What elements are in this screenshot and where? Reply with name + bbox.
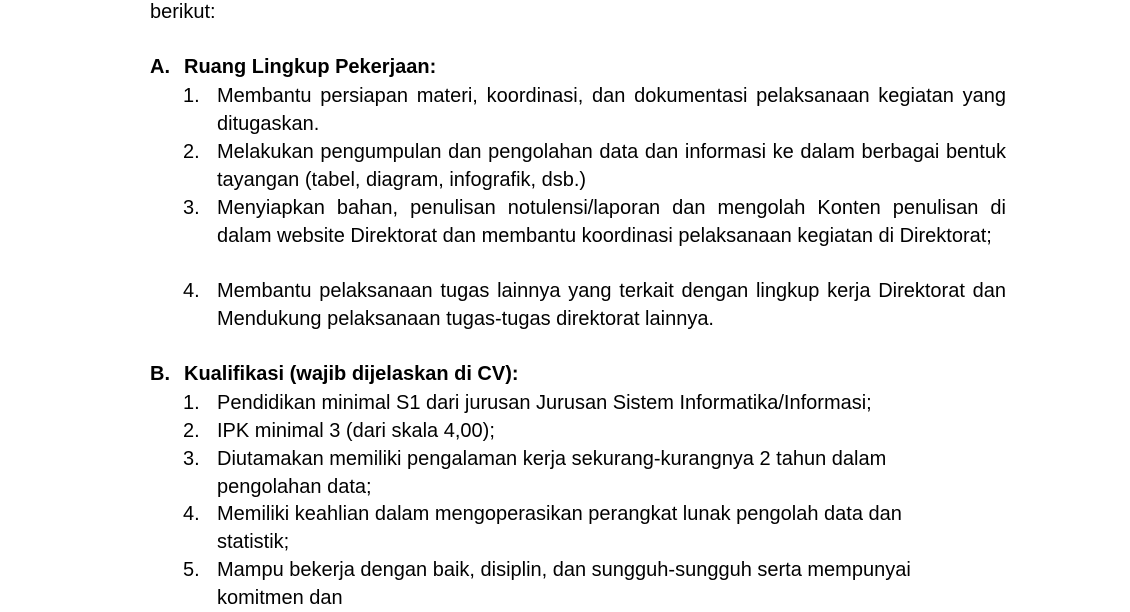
list-item-text: Mampu bekerja dengan baik, disiplin, dan sungguh-sungguh serta mempunyai komitmen dan [217, 559, 911, 609]
list-item-text: Diutamakan memiliki pengalaman kerja sekurang-kurangnya 2 tahun dalam pengolahan data; [217, 448, 887, 498]
list-item-number: 2. [183, 141, 200, 163]
list-item-text: Menyiapkan bahan, penulisan notulensi/laporan dan mengolah Konten penulisan di dalam website Direktorat dan membantu koordinasi pelaksanaan kegiatan di Direktorat; [217, 197, 1006, 247]
list-item-number: 4. [183, 280, 200, 302]
list-item [183, 500, 943, 556]
list-item [183, 138, 1006, 194]
list-item-text: Memiliki keahlian dalam mengoperasikan perangkat lunak pengolah data dan statistik; [217, 503, 902, 553]
intro-text: berikut: [150, 1, 216, 23]
list-item-number: 2. [183, 420, 200, 442]
section-b-title: Kualifikasi (wajib dijelaskan di CV): [184, 363, 519, 385]
list-item-text: Melakukan pengumpulan dan pengolahan data dan informasi ke dalam berbagai bentuk tayangan (tabel, diagram, infografik, dsb.) [217, 141, 1006, 191]
section-b-letter: B. [150, 363, 170, 385]
list-item-number: 1. [183, 392, 200, 414]
list-item-text: IPK minimal 3 (dari skala 4,00); [217, 420, 495, 442]
list-item-number: 4. [183, 503, 200, 525]
list-item-text: Membantu pelaksanaan tugas lainnya yang terkait dengan lingkup kerja Direktorat dan Mendukung pelaksanaan tugas-tugas direktorat lainnya. [217, 280, 1006, 330]
list-item [183, 417, 1006, 445]
section-b-heading [150, 360, 519, 388]
list-item-text: Pendidikan minimal S1 dari jurusan Jurusan Sistem Informatika/Informasi; [217, 392, 872, 414]
list-item [183, 556, 943, 612]
list-item [183, 194, 1006, 250]
list-item [183, 277, 1006, 333]
section-a-heading [150, 53, 436, 81]
section-a-letter: A. [150, 56, 170, 78]
list-item [183, 445, 923, 501]
list-item-number: 3. [183, 448, 200, 470]
section-a-title: Ruang Lingkup Pekerjaan: [184, 56, 437, 78]
list-item [183, 82, 1006, 138]
list-item-number: 1. [183, 85, 200, 107]
list-item-text: Membantu persiapan materi, koordinasi, dan dokumentasi pelaksanaan kegiatan yang ditugaskan. [217, 85, 1006, 135]
list-item [183, 389, 1006, 417]
list-item-number: 3. [183, 197, 200, 219]
list-item-number: 5. [183, 559, 200, 581]
